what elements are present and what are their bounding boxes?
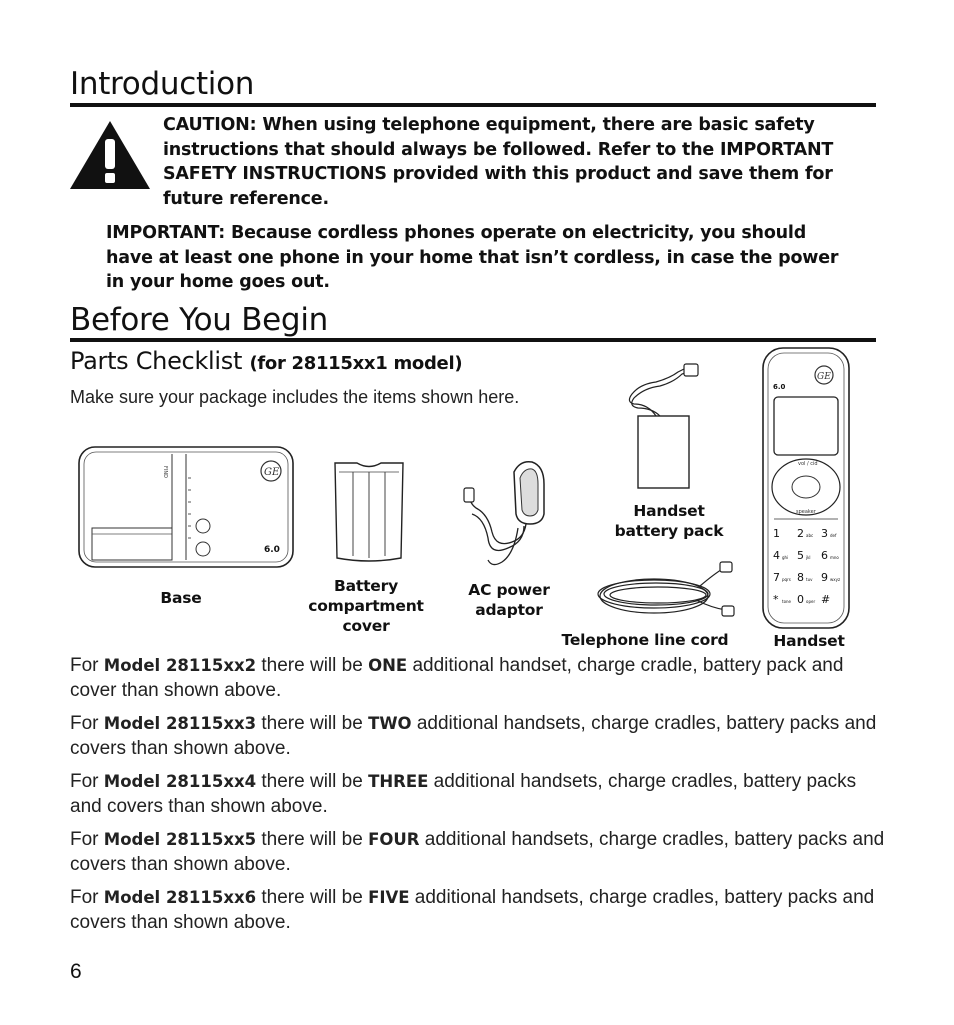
caution-line: CAUTION: When using telephone equipment, there are basic safety <box>163 115 815 135</box>
model-note-post: additional handsets, charge cradles, battery packs and <box>411 713 877 734</box>
caption-line: Battery <box>334 577 398 595</box>
telephone-line-cord-image <box>596 560 736 624</box>
handset-key-letters: oper <box>806 599 816 604</box>
caption-line: adaptor <box>475 601 543 619</box>
handset-key-3: 3 <box>821 527 828 540</box>
model-note-count: ONE <box>368 656 408 675</box>
caption-line: cover <box>342 617 390 635</box>
handset-key-5: 5 <box>797 549 804 562</box>
model-note-model: Model 28115xx2 <box>103 656 257 675</box>
handset-image <box>762 347 850 629</box>
base-unit-image <box>78 446 294 568</box>
model-note-post: additional handsets, charge cradles, battery packs and <box>409 887 875 908</box>
model-note-pre: For <box>70 655 104 676</box>
handset-key-letters: tone <box>782 599 792 604</box>
ac-adaptor-image <box>462 458 554 572</box>
handset-key-letters: ghi <box>782 555 789 560</box>
handset-key-2: 2 <box>797 527 804 540</box>
page-number: 6 <box>70 960 82 983</box>
caption-ac-adaptor <box>458 580 560 620</box>
model-note-pre: For <box>70 887 104 908</box>
model-note <box>70 712 885 761</box>
model-note <box>70 654 885 703</box>
handset-key-letters: abc <box>806 533 814 538</box>
handset-key-letters: mno <box>830 555 839 560</box>
model-note-model: Model 28115xx3 <box>103 714 257 733</box>
handset-version-label: 6.0 <box>773 383 786 391</box>
model-note-model: Model 28115xx6 <box>103 888 257 907</box>
handset-key-letters: def <box>830 533 837 538</box>
base-version-label: 6.0 <box>264 545 280 555</box>
handset-key-1: 1 <box>773 527 780 540</box>
model-note-line2: covers than shown above. <box>70 737 291 759</box>
model-notes <box>70 654 885 935</box>
introduction-rule <box>70 103 876 107</box>
parts-checklist-heading <box>70 347 462 375</box>
caption-line-cord: Telephone line cord <box>561 631 729 649</box>
handset-vol-label: vol / cid <box>798 461 818 467</box>
handset-key-letters: pqrs <box>782 577 791 582</box>
model-note-count: TWO <box>368 714 412 733</box>
model-note <box>70 828 885 877</box>
model-note-line2: covers than shown above. <box>70 853 291 875</box>
model-note-mid: there will be <box>256 829 369 850</box>
caution-line: instructions that should always be followed. Refer to the IMPORTANT <box>163 139 834 160</box>
model-note <box>70 770 885 819</box>
caption-battery-cover <box>302 576 430 636</box>
before-you-begin-rule <box>70 338 876 342</box>
important-line: have at least one phone in your home that isn’t cordless, in case the power <box>106 247 839 268</box>
base-brand-logo: GE <box>264 467 280 478</box>
handset-key-0: 0 <box>797 593 804 606</box>
model-note-mid: there will be <box>256 887 369 908</box>
handset-key-7: 7 <box>773 571 780 584</box>
important-text <box>106 221 838 295</box>
caption-line: Handset <box>633 502 705 520</box>
model-note-model: Model 28115xx5 <box>103 830 257 849</box>
caption-line: AC power <box>468 581 550 599</box>
introduction-title: Introduction <box>70 66 255 102</box>
important-line: IMPORTANT: Because cordless phones operate on electricity, you should <box>106 223 807 243</box>
model-note-pre: For <box>70 771 104 792</box>
handset-key-star: * <box>773 593 779 606</box>
handset-key-hash: # <box>821 593 831 606</box>
handset-key-4: 4 <box>773 549 780 562</box>
battery-pack-image <box>626 364 702 490</box>
caption-base: Base <box>160 589 202 607</box>
model-note-mid: there will be <box>256 771 369 792</box>
caption-battery-pack <box>604 501 734 541</box>
battery-cover-image <box>333 460 405 564</box>
model-note-post: additional handsets, charge cradles, battery packs <box>428 771 857 792</box>
model-note-count: FOUR <box>368 830 420 849</box>
before-you-begin-title: Before You Begin <box>70 302 328 338</box>
model-note-line2: covers than shown above. <box>70 911 291 933</box>
caution-line: future reference. <box>163 188 329 209</box>
model-note-model: Model 28115xx4 <box>103 772 257 791</box>
model-note-line2: cover than shown above. <box>70 679 282 701</box>
parts-checklist-model-note: (for 28115xx1 model) <box>249 353 463 374</box>
handset-key-8: 8 <box>797 571 804 584</box>
caption-line: battery pack <box>614 522 724 540</box>
handset-key-letters: jkl <box>806 555 811 560</box>
model-note-mid: there will be <box>256 713 369 734</box>
model-note-pre: For <box>70 829 104 850</box>
handset-key-letters: tuv <box>806 577 813 582</box>
caution-line: SAFETY INSTRUCTIONS provided with this product and save them for <box>163 164 833 184</box>
handset-key-9: 9 <box>821 571 828 584</box>
caption-line: compartment <box>308 597 424 615</box>
model-note <box>70 886 885 935</box>
model-note-post: additional handsets, charge cradles, battery packs and <box>419 829 885 850</box>
model-note-pre: For <box>70 713 104 734</box>
model-note-count: THREE <box>368 772 429 791</box>
caution-warning-icon <box>70 121 150 189</box>
caption-handset: Handset <box>773 632 845 650</box>
important-line: in your home goes out. <box>106 272 330 292</box>
svg-text:FIND: FIND <box>162 466 168 478</box>
handset-key-letters: wxyz <box>830 577 841 582</box>
model-note-post: additional handset, charge cradle, battery pack and <box>407 655 844 676</box>
model-note-mid: there will be <box>256 655 369 676</box>
model-note-count: FIVE <box>368 888 410 907</box>
handset-key-6: 6 <box>821 549 828 562</box>
model-note-line2: and covers than shown above. <box>70 795 328 817</box>
caution-text <box>163 113 833 211</box>
handset-brand-logo: GE <box>817 372 831 382</box>
parts-checklist-lead: Make sure your package includes the items shown here. <box>70 387 520 407</box>
parts-checklist-title: Parts Checklist <box>70 347 243 375</box>
handset-speaker-label: speaker <box>796 509 816 515</box>
